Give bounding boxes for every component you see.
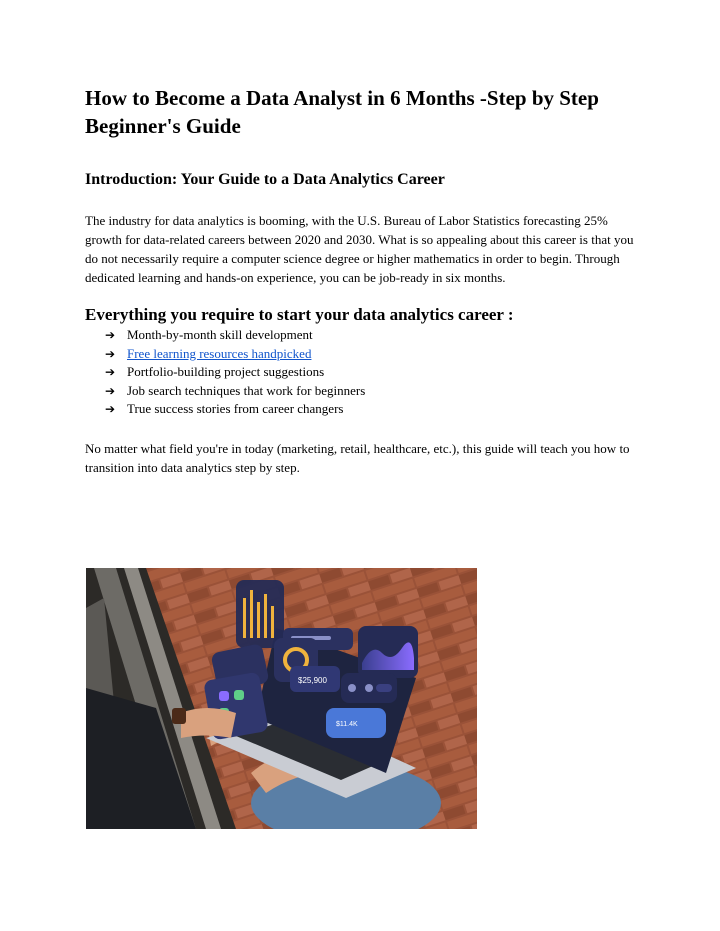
list-item	[105, 363, 645, 382]
laptop-dashboard-illustration	[86, 568, 477, 829]
list-item	[105, 400, 645, 419]
document-page	[85, 84, 645, 477]
free-resources-link[interactable]: Free learning resources handpicked	[127, 345, 312, 361]
page-title: How to Become a Data Analyst in 6 Months -Step by Step Beginner's Guide	[85, 86, 599, 138]
closing-paragraph: No matter what field you're in today (marketing, retail, healthcare, etc.), this guide will teach you how to transition into data analytics step by step.	[85, 440, 630, 475]
list-item-label: True success stories from career changers	[127, 401, 344, 417]
list-item	[105, 345, 645, 364]
list-item-label: Job search techniques that work for beginners	[127, 382, 366, 398]
arrow-right-icon: ➔	[105, 365, 116, 380]
intro-paragraph: The industry for data analytics is booming, with the U.S. Bureau of Labor Statistics forecasting 25% growth for data-related careers between 2020 and 2030. What is so appealing about this career is that you do not necessarily require a computer science degree or higher mathematics in order to begin. Through dedicated learning and hands-on experience, you can be job-ready in six months.	[85, 213, 634, 285]
arrow-right-icon: ➔	[105, 346, 116, 361]
list-item-label: Portfolio-building project suggestions	[127, 364, 325, 380]
intro-heading: Introduction: Your Guide to a Data Analytics Career	[85, 171, 445, 188]
hero-image	[86, 568, 477, 829]
arrow-right-icon: ➔	[105, 402, 116, 417]
list-item-label: Month-by-month skill development	[127, 327, 313, 342]
requirements-heading: Everything you require to start your data analytics career :	[85, 305, 514, 324]
dashboard-widget-value: $11.4K	[336, 721, 358, 728]
hands	[172, 708, 236, 738]
list-item	[105, 326, 645, 345]
dashboard-amount-label: $25,900	[298, 676, 327, 685]
arrow-right-icon: ➔	[105, 383, 116, 398]
requirements-list	[85, 326, 645, 419]
arrow-right-icon: ➔	[105, 328, 116, 342]
list-item	[105, 382, 645, 401]
